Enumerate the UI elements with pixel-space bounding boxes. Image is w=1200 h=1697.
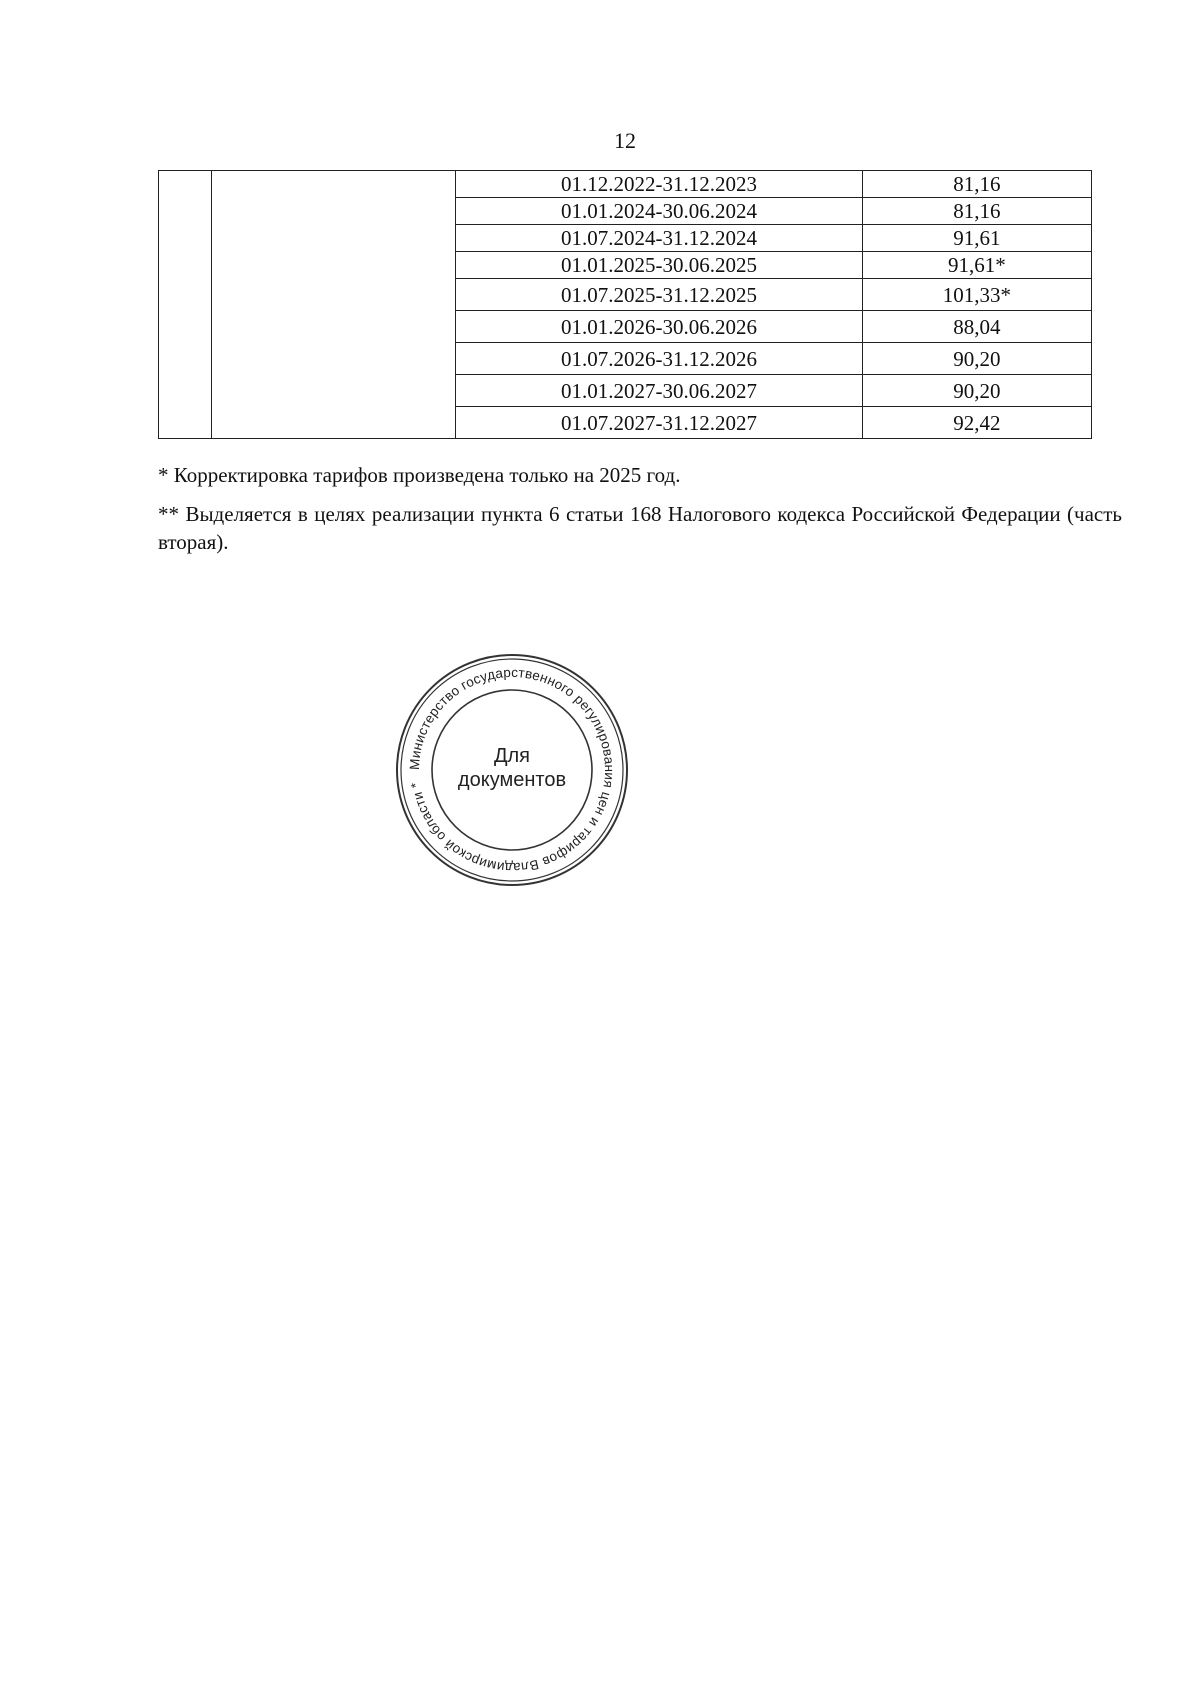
stamp-center-line: Для <box>493 745 531 767</box>
value-cell: 81,16 <box>862 198 1091 225</box>
footnote-2: ** Выделяется в целях реализации пункта 6 статьи 168 Налогового кодекса Российской Федерации (часть вторая). <box>158 502 1122 554</box>
value-cell: 101,33* <box>862 279 1091 311</box>
period-cell: 01.01.2025-30.06.2025 <box>456 252 862 279</box>
value-cell: 91,61 <box>862 225 1091 252</box>
value-cell: 92,42 <box>862 407 1091 439</box>
period-cell: 01.07.2027-31.12.2027 <box>456 407 862 439</box>
period-cell: 01.01.2026-30.06.2026 <box>456 311 862 343</box>
stamp-ring-text: Министерство государственного регулирования цен и тарифов Владимирской области * <box>406 664 618 876</box>
stamp-center-text <box>394 744 630 792</box>
table-cell-empty <box>212 171 456 439</box>
period-cell: 01.07.2024-31.12.2024 <box>456 225 862 252</box>
table-cell-empty <box>159 171 212 439</box>
table-row <box>159 171 1092 198</box>
page-number: 12 <box>614 128 636 153</box>
tariff-table <box>158 170 1092 439</box>
value-cell: 90,20 <box>862 343 1091 375</box>
period-cell: 01.01.2024-30.06.2024 <box>456 198 862 225</box>
footnote-1: * Корректировка тарифов произведена только на 2025 год. <box>158 463 681 487</box>
period-cell: 01.07.2025-31.12.2025 <box>456 279 862 311</box>
value-cell: 91,61* <box>862 252 1091 279</box>
period-cell: 01.01.2027-30.06.2027 <box>456 375 862 407</box>
value-cell: 88,04 <box>862 311 1091 343</box>
value-cell: 81,16 <box>862 171 1091 198</box>
period-cell: 01.07.2026-31.12.2026 <box>456 343 862 375</box>
official-stamp <box>394 652 630 888</box>
stamp-center-line: документов <box>457 769 567 791</box>
period-cell: 01.12.2022-31.12.2023 <box>456 171 862 198</box>
value-cell: 90,20 <box>862 375 1091 407</box>
